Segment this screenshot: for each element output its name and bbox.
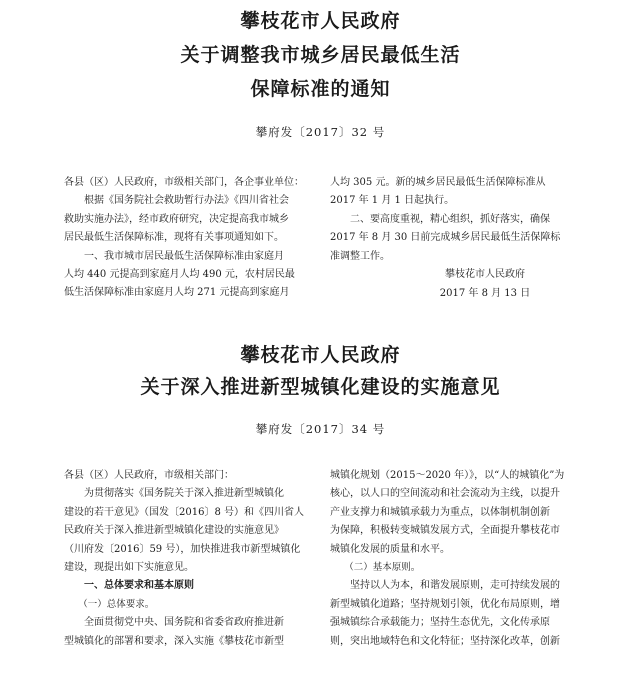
notice2-right-line: 强城镇综合承载能力；坚持生态优先，文化传承原	[330, 617, 550, 629]
notice1-signature: 攀枝花市人民政府	[445, 269, 525, 280]
notice2-left-column	[64, 467, 314, 651]
notice1-left-line: 各县（区）人民政府，市级相关部门，各企事业单位：	[64, 177, 304, 188]
notice1-left-line: 居民最低生活保障标准，现将有关事项通知如下。	[64, 232, 284, 244]
notice1-right-line: 2017 年 8 月 30 日前完成城乡居民最低生活保障标	[330, 232, 561, 244]
notice2-right-line: 产业支撑力和城镇承载力为重点，以体制机制创新	[330, 506, 550, 518]
notice1-right-line: 准调整工作。	[330, 250, 390, 262]
notice1-left-line: 人均 440 元提高到家庭月人均 490 元，农村居民最	[64, 269, 295, 281]
notice2-right-line: 城镇化发展的质量和水平。	[330, 543, 450, 555]
notice1-right-line: 2017 年 1 月 1 日起执行。	[330, 195, 455, 207]
notice2-left-line: 型城镇化的部署和要求，深入实施《攀枝花市新型	[64, 635, 284, 647]
notice1-left-line: 一、我市城市居民最低生活保障标准由家庭月	[64, 250, 284, 262]
notice2-subheading: （一）总体要求。	[64, 598, 155, 610]
notice2-left-line: 全面贯彻党中央、国务院和省委省政府推进新	[64, 617, 284, 629]
notice1-right-line: 人均 305 元。新的城乡居民最低生活保障标准从	[330, 177, 546, 188]
notice2-left-line: 民政府关于深入推进新型城镇化建设的实施意见》	[64, 525, 284, 537]
notice1-date: 2017 年 8 月 13 日	[439, 288, 531, 299]
notice1-title-line-2: 关于调整我市城乡居民最低生活	[180, 44, 461, 66]
notice2-right-column	[330, 467, 580, 651]
notice2-title-line-2: 关于深入推进新型城镇化建设的实施意见	[140, 376, 501, 398]
notice2-right-line: 则，突出地域特色和文化特征；坚持深化改革，创新	[330, 635, 560, 647]
notice2-right-line: 坚持以人为本，和谐发展原则，走可持续发展的	[330, 580, 560, 592]
notice1-left-column	[64, 174, 314, 303]
notice2-left-line: 建设，现提出如下实施意见。	[64, 562, 194, 574]
notice1-left-line: 低生活保障标准由家庭月人均 271 元提高到家庭月	[64, 287, 290, 299]
notice1-title-line-1: 攀枝花市人民政府	[240, 10, 401, 32]
notice2-right-line: 为保障，积极转变城镇发展方式，全面提升攀枝花市	[330, 525, 560, 537]
notice1-title-line-3: 保障标准的通知	[250, 78, 391, 100]
notice1-left-line: 根据《国务院社会救助暂行办法》《四川省社会	[64, 195, 289, 207]
notice2-right-line: 新型城镇化道路；坚持规划引领，优化布局原则，增	[330, 598, 560, 610]
notice1-right-line: 二、要高度重视，精心组织，抓好落实，确保	[330, 213, 550, 225]
notice2-left-line: 建设的若干意见》（国发〔2016〕8 号）和《四川省人	[64, 506, 304, 518]
notice2-left-line: （川府发〔2016〕59 号），加快推进我市新型城镇化	[64, 543, 301, 555]
notice2-subheading: （二）基本原则。	[330, 562, 421, 574]
notice2-left-line: 为贯彻落实《国务院关于深入推进新型城镇化	[64, 488, 284, 500]
notice2-right-line: 核心，以人口的空间流动和社会流动为主线，以提升	[330, 488, 560, 500]
notice2-title-line-1: 攀枝花市人民政府	[240, 344, 401, 366]
notice2-left-line: 各县（区）人民政府，市级相关部门：	[64, 470, 234, 481]
notice1-right-column	[330, 174, 580, 266]
notice1-doc-number: 攀府发〔2017〕32 号	[255, 125, 386, 139]
notice2-doc-number: 攀府发〔2017〕34 号	[255, 422, 386, 436]
notice2-section-heading: 一、总体要求和基本原则	[64, 580, 194, 592]
notice2-right-line: 城镇化规划（2015～2020 年）》，以“人的城镇化”为	[330, 470, 565, 481]
notice1-left-line: 救助实施办法》，经市政府研究，决定提高我市城乡	[64, 213, 289, 225]
